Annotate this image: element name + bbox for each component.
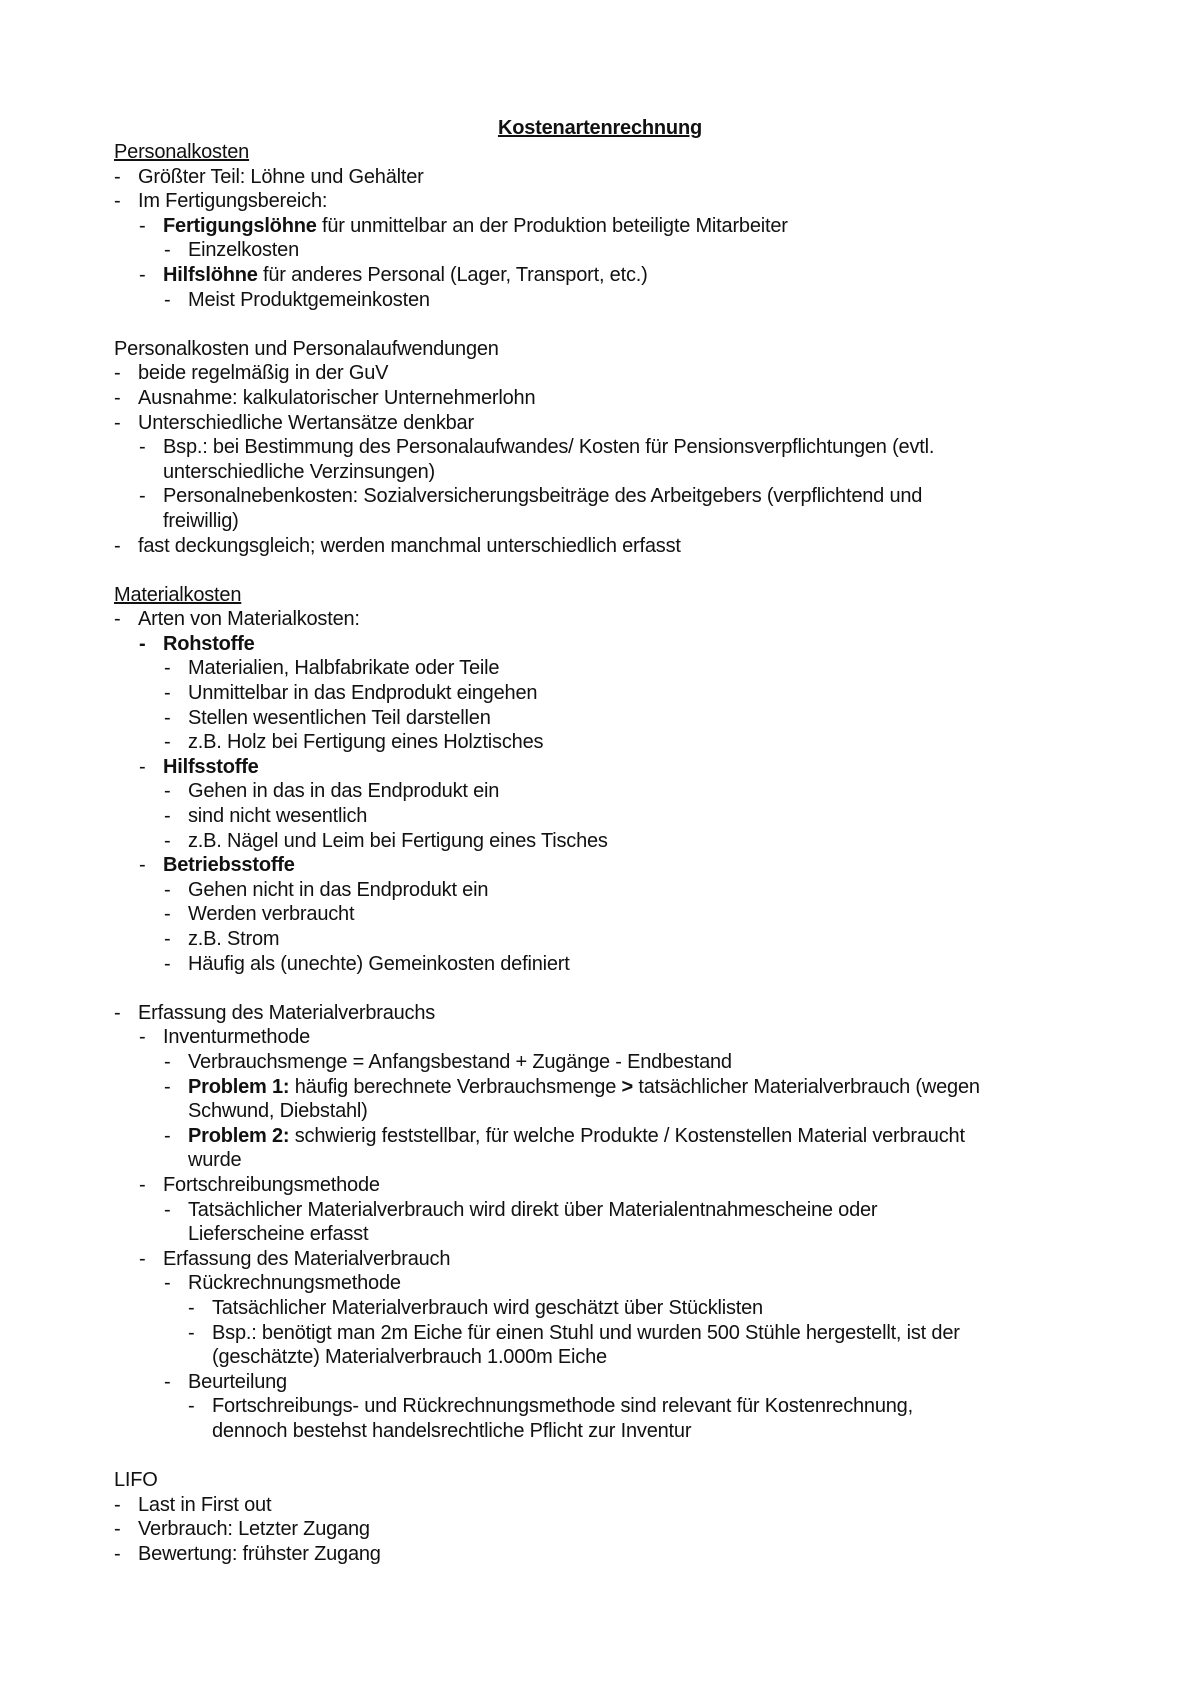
item-text: tatsächlicher Materialverbrauch (wegen [632, 1075, 980, 1098]
list-item: - z.B. Strom [114, 927, 1114, 952]
list-item: - Stellen wesentlichen Teil darstellen [114, 706, 1114, 731]
list-item: - z.B. Nägel und Leim bei Fertigung eines Tisches [114, 829, 1114, 854]
section-heading-personalaufwendungen: Personalkosten und Personalaufwendungen [114, 337, 499, 360]
page-title: Kostenartenrechnung [497, 117, 702, 139]
list-item: - beide regelmäßig in der GuV [114, 361, 1114, 386]
item-text-continued: unterschiedliche Verzinsungen) [163, 460, 435, 483]
list-item: - Materialien, Halbfabrikate oder Teile [114, 656, 1114, 681]
list-item: - Erfassung des Materialverbrauch [114, 1247, 1114, 1272]
bold-term: Problem 1: [188, 1075, 290, 1098]
list-item [114, 853, 1114, 878]
list-item: - Gehen nicht in das Endprodukt ein [114, 878, 1114, 903]
item-text: Bsp.: benötigt man 2m Eiche für einen Stuhl und wurden 500 Stühle hergestellt, ist der [212, 1321, 960, 1344]
item-text: häufig berechnete Verbrauchsmenge [289, 1075, 622, 1098]
list-item: - Last in First out [114, 1493, 1114, 1518]
document-body [114, 140, 1114, 1566]
item-text: Bsp.: bei Bestimmung des Personalaufwandes/ Kosten für Pensionsverpflichtungen (evtl. [163, 436, 935, 459]
list-item: - Verbrauchsmenge = Anfangsbestand + Zugänge - Endbestand [114, 1050, 1114, 1075]
list-item: - z.B. Holz bei Fertigung eines Holztisches [114, 730, 1114, 755]
section-heading-personalkosten: Personalkosten [114, 141, 250, 163]
list-item: - Unmittelbar in das Endprodukt eingehen [114, 681, 1114, 706]
item-text-continued: Lieferscheine erfasst [188, 1223, 369, 1246]
list-item: - Erfassung des Materialverbrauchs [114, 1001, 1114, 1026]
list-item: - fast deckungsgleich; werden manchmal unterschiedlich erfasst [114, 534, 1114, 559]
item-text: schwierig feststellbar, für welche Produkte / Kostenstellen Material verbraucht [289, 1124, 965, 1147]
item-text-continued: dennoch bestehst handelsrechtliche Pflicht zur Inventur [212, 1419, 692, 1442]
item-text: Tatsächlicher Materialverbrauch wird direkt über Materialentnahmescheine oder [188, 1198, 878, 1221]
section-heading-materialkosten: Materialkosten [114, 583, 242, 606]
bold-term: Betriebsstoffe [163, 854, 295, 877]
section-heading-lifo: LIFO [114, 1469, 158, 1492]
greater-than-sign: > [621, 1075, 633, 1098]
list-item: - Im Fertigungsbereich: [114, 189, 1114, 214]
list-item: - Inventurmethode [114, 1025, 1114, 1050]
list-item: - Rückrechnungsmethode [114, 1271, 1114, 1296]
spacer [114, 558, 1114, 583]
list-item [114, 1075, 1114, 1124]
list-item: - Arten von Materialkosten: [114, 607, 1114, 632]
item-text: Personalnebenkosten: Sozialversicherungsbeiträge des Arbeitgebers (verpflichtend und [163, 485, 923, 508]
spacer [114, 976, 1114, 1001]
list-item [114, 214, 1114, 239]
spacer [114, 312, 1114, 337]
item-text: für anderes Personal (Lager, Transport, etc.) [257, 263, 648, 286]
list-item [114, 1198, 1114, 1247]
list-item: - Einzelkosten [114, 238, 1114, 263]
list-item: - Fortschreibungsmethode [114, 1173, 1114, 1198]
list-item: - sind nicht wesentlich [114, 804, 1114, 829]
list-item [114, 755, 1114, 780]
list-item [114, 435, 1114, 484]
list-item [114, 263, 1114, 288]
list-item [114, 484, 1114, 533]
bold-term: Hilfsstoffe [163, 755, 259, 778]
list-item: - Unterschiedliche Wertansätze denkbar [114, 411, 1114, 436]
item-text-continued: Schwund, Diebstahl) [188, 1100, 368, 1123]
bold-term: Hilfslöhne [163, 263, 258, 286]
list-item: - Bewertung: frühster Zugang [114, 1542, 1114, 1567]
item-text-continued: wurde [188, 1149, 242, 1172]
item-text-continued: freiwillig) [163, 509, 239, 532]
list-item: - Gehen in das in das Endprodukt ein [114, 779, 1114, 804]
list-item: - Tatsächlicher Materialverbrauch wird geschätzt über Stücklisten [114, 1296, 1114, 1321]
list-item [114, 1124, 1114, 1173]
item-text: für unmittelbar an der Produktion beteiligte Mitarbeiter [316, 214, 788, 237]
list-item: - Werden verbraucht [114, 902, 1114, 927]
list-item: - Ausnahme: kalkulatorischer Unternehmerlohn [114, 386, 1114, 411]
bold-term: Fertigungslöhne [163, 214, 317, 237]
spacer [114, 1443, 1114, 1468]
bold-term: Problem 2: [188, 1124, 290, 1147]
list-item: - Häufig als (unechte) Gemeinkosten definiert [114, 952, 1114, 977]
list-item [114, 632, 1114, 657]
item-text: Fortschreibungs- und Rückrechnungsmethode sind relevant für Kostenrechnung, [212, 1395, 913, 1418]
list-item: - Meist Produktgemeinkosten [114, 288, 1114, 313]
bold-term: Rohstoffe [163, 632, 255, 655]
list-item: - Verbrauch: Letzter Zugang [114, 1517, 1114, 1542]
list-item: - Größter Teil: Löhne und Gehälter [114, 165, 1114, 190]
list-item: - Beurteilung [114, 1370, 1114, 1395]
list-item [114, 1394, 1114, 1443]
list-item [114, 1321, 1114, 1370]
item-text-continued: (geschätzte) Materialverbrauch 1.000m Eiche [212, 1346, 607, 1369]
